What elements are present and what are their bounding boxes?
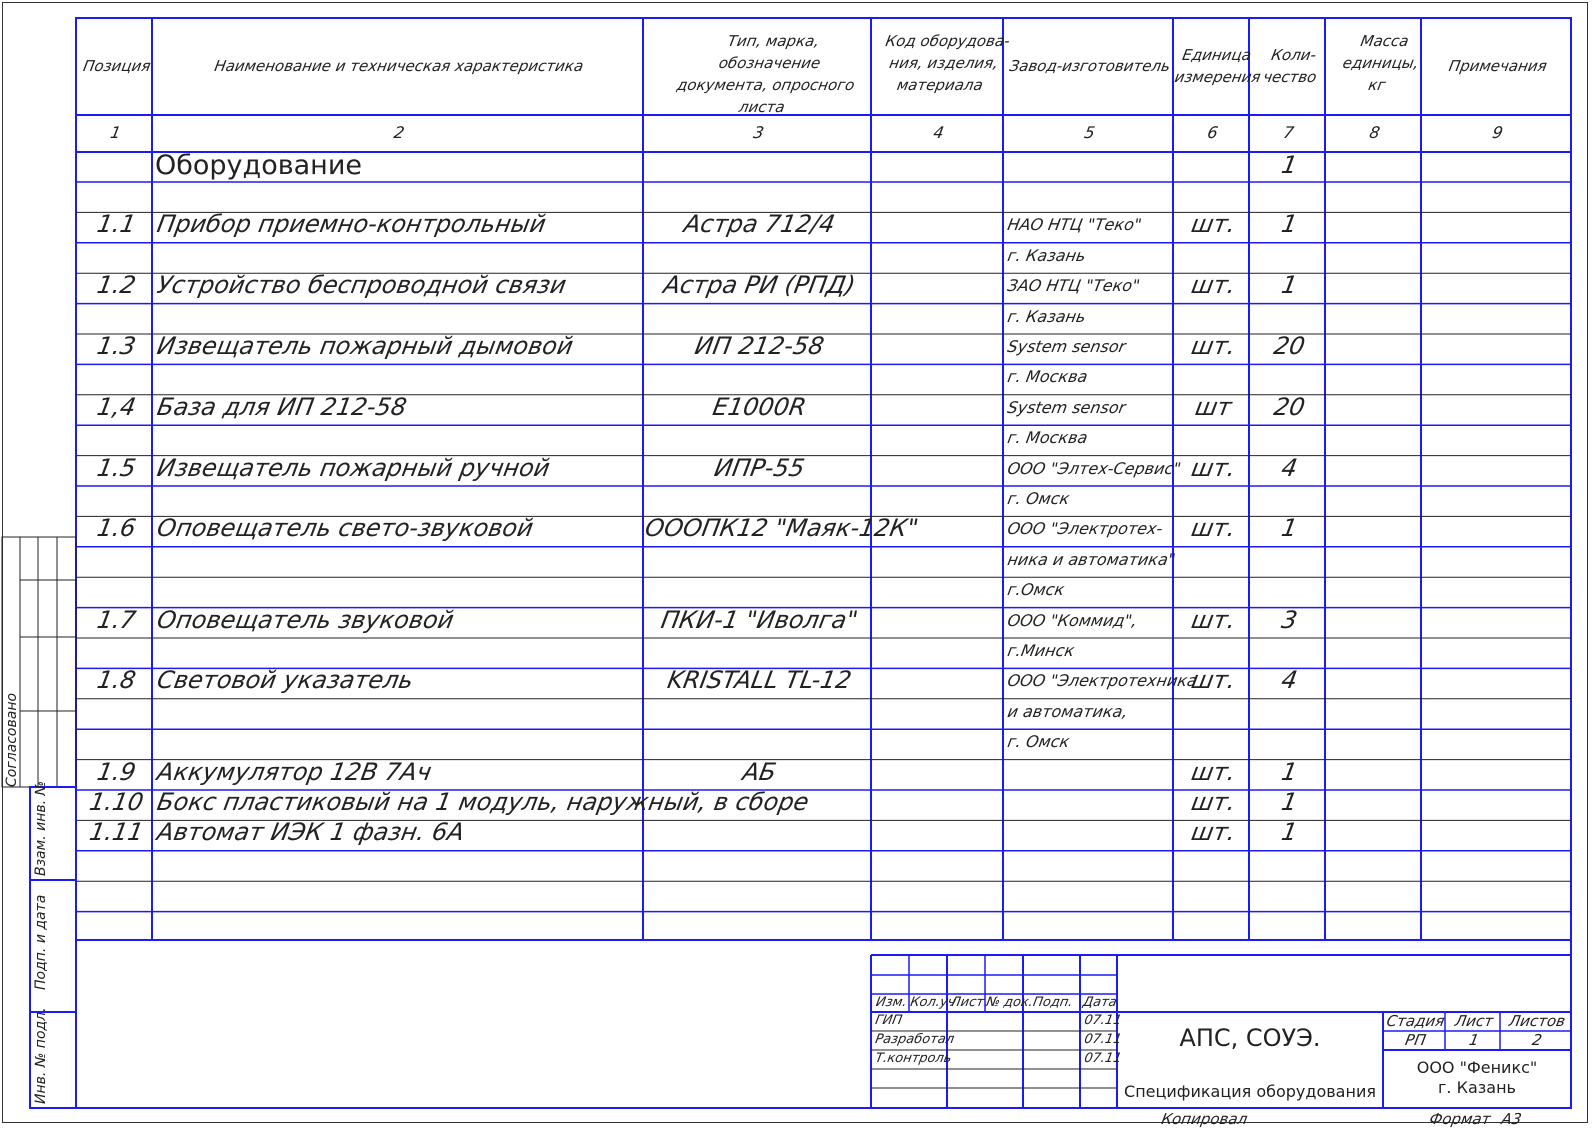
row-position: 1.6 <box>94 514 139 543</box>
doc-title: Спецификация оборудования <box>1124 1082 1376 1101</box>
row-manufacturer: НАО НТЦ "Теко" <box>1006 215 1144 235</box>
row-position: 1.2 <box>94 271 139 300</box>
column-number: 8 <box>1367 123 1382 142</box>
row-type: ПКИ-1 "Иволга" <box>658 605 860 634</box>
row-qty: 3 <box>1279 605 1300 634</box>
row-unit: шт <box>1193 392 1234 421</box>
row-manufacturer: System sensor <box>1006 337 1128 356</box>
row-position: 1.9 <box>94 757 139 786</box>
row-name: Прибор приемно-контрольный <box>155 210 549 239</box>
stamp-column-label: Лист <box>949 995 986 1010</box>
sheets-label: Листов <box>1507 1012 1567 1030</box>
row-name: Оповещатель звуковой <box>155 605 456 634</box>
copied-label: Копировал <box>1160 1110 1249 1128</box>
row-qty: 1 <box>1279 818 1300 847</box>
company-city: г. Казань <box>1438 1078 1516 1097</box>
row-type: Астра РИ (РПД) <box>661 271 858 300</box>
row-unit: шт. <box>1189 818 1238 847</box>
section-qty: 1 <box>1279 151 1300 179</box>
row-name: Бокс пластиковый на 1 модуль, наружный, в сборе <box>155 788 812 816</box>
row-position: 1.11 <box>87 818 146 847</box>
header-notes: Примечания <box>1447 57 1549 75</box>
row-manufacturer: г. Казань <box>1006 245 1088 265</box>
row-manufacturer: и автоматика, <box>1006 701 1130 721</box>
row-manufacturer: ООО "Электротех- <box>1006 519 1165 539</box>
row-type: АБ <box>740 757 779 786</box>
row-position: 1.5 <box>94 453 139 482</box>
row-unit: шт. <box>1189 271 1238 300</box>
header-type: Тип, марка, обозначение документа, опросного листа <box>675 32 857 116</box>
row-unit: шт. <box>1189 210 1238 239</box>
stamp-role: Т.контроль <box>874 1051 953 1066</box>
row-unit: шт. <box>1189 514 1238 543</box>
row-qty: 4 <box>1279 453 1300 482</box>
row-type: Астра 712/4 <box>681 210 838 239</box>
sheet-value: 1 <box>1467 1031 1481 1049</box>
row-type: ИП 212-58 <box>692 332 827 360</box>
column-number: 3 <box>751 123 766 142</box>
stage-value: РП <box>1403 1031 1428 1049</box>
row-qty: 4 <box>1279 666 1300 695</box>
header-manufacturer: Завод-изготовитель <box>1008 57 1172 75</box>
side-sign-date: Подп. и дата <box>33 894 49 990</box>
row-manufacturer: ника и автоматика" <box>1006 549 1178 569</box>
row-name: Оповещатель свето-звуковой <box>155 514 536 543</box>
row-name: Автомат ИЭК 1 фазн. 6А <box>155 818 467 847</box>
stamp-role: ГИП <box>874 1013 904 1028</box>
row-manufacturer: г. Омск <box>1006 489 1072 508</box>
stamp-column-label: Подп. <box>1031 995 1074 1010</box>
header-unit: Единица измерения <box>1173 46 1263 86</box>
row-type: ОООПК12 "Маяк-12К" <box>643 514 921 543</box>
header-name: Наименование и техническая характеристика <box>212 57 585 75</box>
header-code: Код оборудова- ния, изделия, материала <box>884 32 1012 94</box>
row-unit: шт. <box>1189 757 1238 786</box>
stage-label: Стадия <box>1385 1012 1446 1030</box>
row-type: E1000R <box>710 392 809 421</box>
stamp-column-label: Кол.уч <box>909 995 957 1010</box>
row-name: Световой указатель <box>155 666 416 695</box>
column-number: 4 <box>931 123 946 142</box>
row-unit: шт. <box>1189 332 1238 360</box>
format-label: Формат <box>1428 1110 1493 1128</box>
company-name: ООО "Феникс" <box>1416 1058 1538 1077</box>
row-manufacturer: г. Москва <box>1006 428 1090 448</box>
column-number: 7 <box>1281 123 1296 142</box>
row-name: Аккумулятор 12В 7Ач <box>155 757 434 786</box>
row-qty: 1 <box>1279 788 1300 816</box>
stamp-date: 07.11 <box>1083 1032 1123 1047</box>
row-unit: шт. <box>1189 605 1238 634</box>
column-number: 2 <box>392 123 406 142</box>
row-name: Устройство беспроводной связи <box>155 271 569 300</box>
row-qty: 20 <box>1271 392 1308 421</box>
row-manufacturer: ООО "Электротехника <box>1006 671 1199 691</box>
stamp-role: Разработал <box>874 1032 956 1047</box>
column-number: 6 <box>1205 123 1220 142</box>
format-value: А3 <box>1500 1110 1523 1128</box>
row-unit: шт. <box>1189 666 1238 695</box>
row-position: 1.1 <box>94 210 139 239</box>
sheet-label: Лист <box>1453 1012 1495 1030</box>
header-position: Позиция <box>81 57 153 75</box>
stamp-column-label: Изм. <box>874 995 908 1010</box>
row-manufacturer: г. Москва <box>1006 367 1090 387</box>
row-qty: 1 <box>1279 757 1300 786</box>
row-position: 1.7 <box>94 605 139 634</box>
row-position: 1,4 <box>94 392 139 421</box>
header-mass: Масса единицы, кг <box>1341 32 1421 94</box>
row-position: 1.8 <box>94 666 139 695</box>
stamp-column-label: № док. <box>985 995 1035 1010</box>
section-title: Оборудование <box>155 150 362 181</box>
row-type: ИПР-55 <box>712 453 807 482</box>
row-unit: шт. <box>1189 453 1238 482</box>
row-manufacturer: г. Омск <box>1006 732 1072 752</box>
side-inv-orig: Инв. № подл. <box>33 1007 49 1104</box>
row-manufacturer: г.Минск <box>1006 641 1076 660</box>
sheets-value: 2 <box>1530 1031 1544 1049</box>
row-name: База для ИП 212-58 <box>155 392 409 421</box>
column-number: 5 <box>1082 123 1097 142</box>
stamp-date: 07.11 <box>1083 1051 1123 1066</box>
row-name: Извещатель пожарный ручной <box>155 453 553 482</box>
row-unit: шт. <box>1189 788 1238 816</box>
row-manufacturer: г.Омск <box>1006 580 1066 600</box>
row-qty: 1 <box>1279 210 1300 239</box>
side-inv-ref: Взам. инв. № <box>33 780 49 876</box>
project-name: АПС, СОУЭ. <box>1179 1024 1321 1052</box>
row-manufacturer: ЗАО НТЦ "Теко" <box>1006 276 1142 296</box>
header-qty: Коли- чество <box>1261 46 1319 86</box>
row-manufacturer: System sensor <box>1006 397 1128 417</box>
column-number: 9 <box>1490 123 1505 142</box>
row-qty: 1 <box>1279 271 1300 300</box>
row-position: 1.10 <box>87 788 146 816</box>
side-agreed: Согласовано <box>4 692 20 787</box>
row-manufacturer: г. Казань <box>1006 306 1088 326</box>
row-manufacturer: ООО "Элтех-Сервис" <box>1006 458 1183 478</box>
row-manufacturer: ООО "Коммид", <box>1006 610 1139 630</box>
row-type: KRISTALL TL-12 <box>665 666 854 695</box>
row-position: 1.3 <box>94 332 139 360</box>
stamp-date: 07.11 <box>1083 1013 1123 1028</box>
row-name: Извещатель пожарный дымовой <box>155 332 576 360</box>
column-number: 1 <box>108 123 123 142</box>
stamp-column-label: Дата <box>1081 995 1118 1010</box>
row-qty: 20 <box>1271 332 1308 360</box>
row-qty: 1 <box>1279 514 1300 543</box>
